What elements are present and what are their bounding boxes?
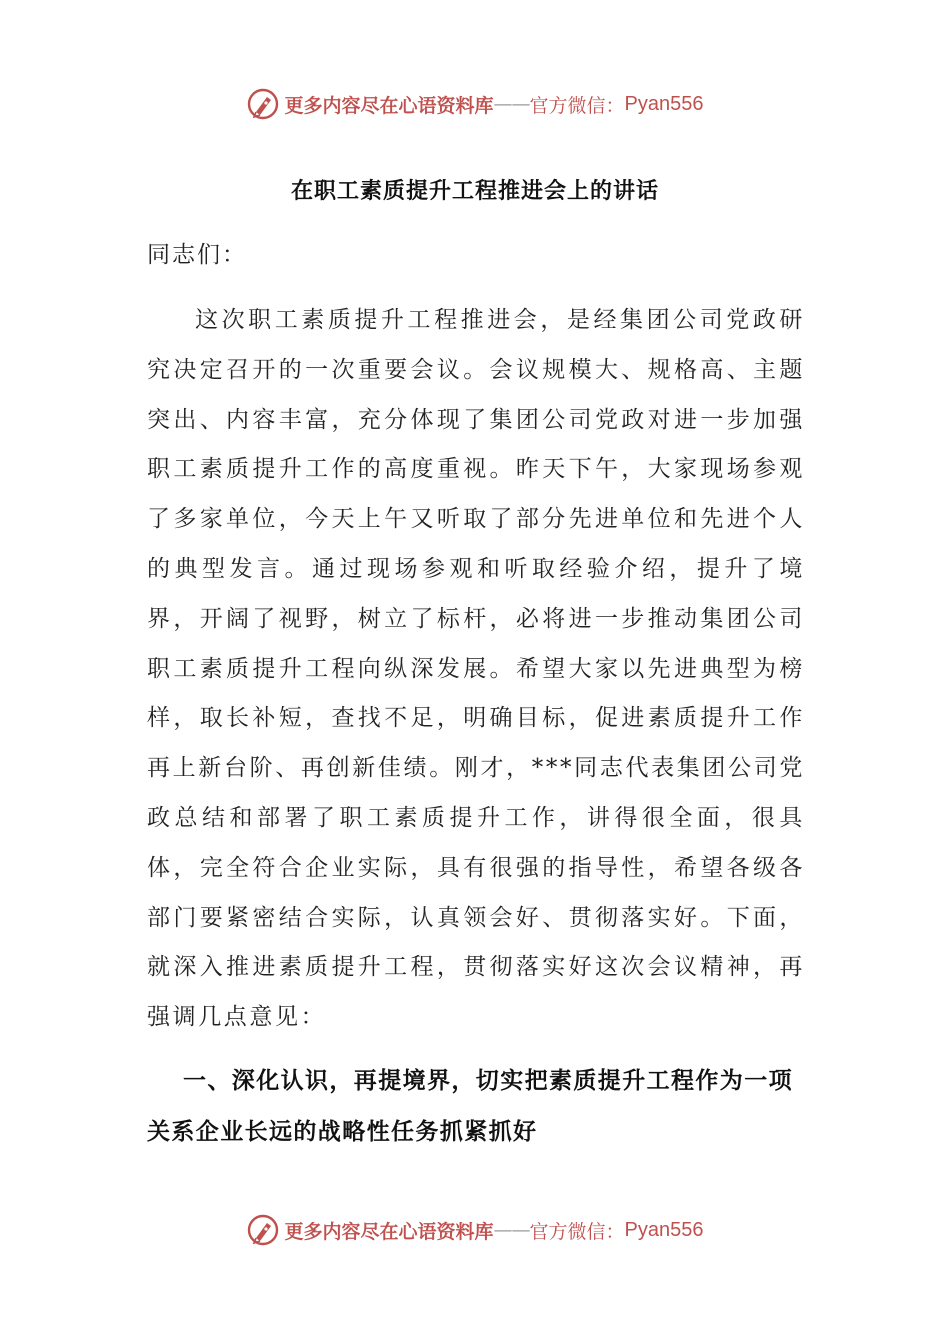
section-heading: 一、深化认识，再提境界，切实把素质提升工程作为一项关系企业长远的战略性任务抓紧抓好 — [147, 1067, 793, 1145]
body-paragraph: 这次职工素质提升工程推进会，是经集团公司党政研究决定召开的一次重要会议。会议规模大、规格高、主题突出、内容丰富，充分体现了集团公司党政对进一步加强职工素质提升工作的高度重视。昨天下午，大家现场参观了多家单位，今天上午又听取了部分先进单位和先进个人的典型发言。通过现场参观和听取经验介绍，提升了境界，开阔了视野，树立了标杆，必将进一步推动集团公司职工素质提升工程向纵深发展。希望大家以先进典型为榜样，取长补短，查找不足，明确目标，促进素质提升工作再上新台阶、再创新佳绩。刚才，***同志代表集团公司党政总结和部署了职工素质提升工作，讲得很全面，很具体，完全符合企业实际，具有很强的指导性，希望各级各部门要紧密结合实际，认真领会好、贯彻落实好。下面，就深入推进素质提升工程，贯彻落实好这次会议精神，再强调几点意见： — [147, 307, 805, 1031]
banner-wechat-label: 官方微信： — [529, 94, 625, 117]
pen-nib-icon — [247, 88, 279, 120]
banner-brand-text: 更多内容尽在心语资料库 — [284, 94, 494, 117]
header-banner — [0, 84, 950, 124]
banner-wechat-id: Pyan556 — [624, 1218, 704, 1241]
banner-separator: —— — [493, 1219, 530, 1241]
banner-wechat-id: Pyan556 — [624, 92, 704, 115]
pen-nib-icon — [247, 1214, 279, 1246]
banner-brand-text: 更多内容尽在心语资料库 — [284, 1220, 494, 1243]
document-title: 在职工素质提升工程推进会上的讲话 — [290, 178, 659, 204]
banner-separator: —— — [493, 93, 530, 115]
banner-wechat-label: 官方微信： — [529, 1220, 625, 1243]
footer-banner — [0, 1210, 950, 1250]
salutation: 同志们： — [147, 242, 247, 268]
